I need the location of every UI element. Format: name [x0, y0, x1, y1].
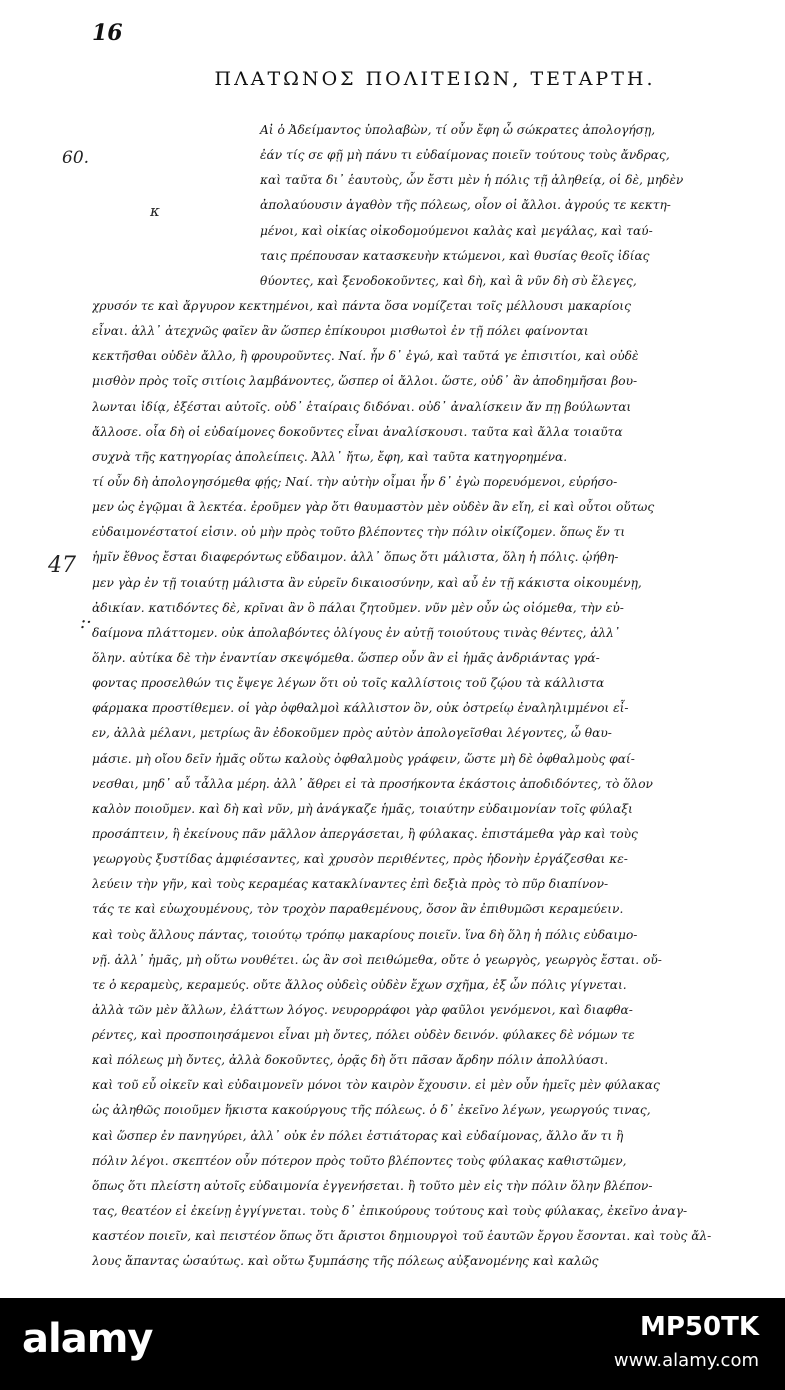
text-line: ἐάν τίς σε φῇ μὴ πάνυ τι εὐδαίμονας ποιεῖν τούτους τοὺς ἄνδρας,: [260, 148, 670, 163]
text-line: καὶ ταῦτα δι᾽ ἑαυτοὺς, ὧν ἔστι μὲν ἡ πόλις τῇ ἀληθείᾳ, οἱ δὲ, μηδὲν: [260, 173, 684, 188]
text-line: φοντας προσελθών τις ἔψεγε λέγων ὅτι οὐ τοῖς καλλίστοις τοῦ ζῴου τὰ κάλλιστα: [92, 676, 605, 691]
text-line: τάς τε καὶ εὐωχουμένους, τὸν τροχὸν παραθεμένους, ὅσον ἂν ἐπιθυμῶσι κεραμεύειν.: [92, 902, 624, 917]
text-line: νῇ. ἀλλ᾽ ἡμᾶς, μὴ οὕτω νουθέτει. ὡς ἂν σοὶ πειθώμεθα, οὔτε ὁ γεωργὸς, γεωργὸς ἔσται. οὔ-: [92, 952, 662, 967]
margin-note-kappa: κ: [150, 202, 160, 220]
text-line: καὶ ὥσπερ ἐν πανηγύρει, ἀλλ᾽ οὐκ ἐν πόλει ἑστιάτορας καὶ εὐδαίμονας, ἄλλο ἄν τι ἢ: [92, 1128, 624, 1143]
watermark-footer: [0, 1298, 785, 1390]
text-line: κεκτῆσθαι οὐδὲν ἄλλο, ἢ φρουροῦντες. Ναί. ἦν δ᾽ ἐγώ, καὶ ταῦτά γε ἐπισιτίοι, καὶ οὐδὲ: [92, 349, 639, 364]
text-line: καὶ τοῦ εὖ οἰκεῖν καὶ εὐδαιμονεῖν μόνοι τὸν καιρὸν ἔχουσιν. εἰ μὲν οὖν ἡμεῖς μὲν φύλακας: [92, 1078, 660, 1093]
text-line: χρυσόν τε καὶ ἄργυρον κεκτημένοι, καὶ πάντα ὅσα νομίζεται τοῖς μέλλουσι μακαρίοις: [92, 298, 631, 313]
alamy-logo: alamy: [22, 1316, 153, 1362]
footer-url: www.alamy.com: [613, 1350, 759, 1371]
text-line: ἀδικίαν. κατιδόντες δὲ, κρῖναι ἂν ὃ πάλαι ζητοῦμεν. νῦν μὲν οὖν ὡς οἰόμεθα, τὴν εὐ-: [92, 600, 624, 615]
text-line: προσάπτειν, ἣ ἐκείνους πᾶν μᾶλλον ἀπεργάσεται, ἢ φύλακας. ἐπιστάμεθα γὰρ καὶ τοὺς: [92, 826, 638, 841]
text-line: ὡς ἀληθῶς ποιοῦμεν ἥκιστα κακούργους τῆς πόλεως. ὁ δ᾽ ἐκεῖνο λέγων, γεωργούς τινας,: [92, 1103, 651, 1118]
text-line: καστέον ποιεῖν, καὶ πειστέον ὅπως ὅτι ἄριστοι δημιουργοὶ τοῦ ἑαυτῶν ἔργου ἔσονται. καὶ τοὺς ἄλ-: [92, 1229, 712, 1244]
text-line: καὶ τοὺς ἄλλους πάντας, τοιούτῳ τρόπῳ μακαρίους ποιεῖν. ἵνα δὴ ὅλη ἡ πόλις εὐδαιμο-: [92, 927, 638, 942]
text-line: μισθὸν πρὸς τοῖς σιτίοις λαμβάνοντες, ὥσπερ οἱ ἄλλοι. ὥστε, οὐδ᾽ ἂν ἀποδημῆσαι βου-: [92, 374, 638, 389]
image-id: MP50TK: [640, 1312, 759, 1342]
text-line: νεσθαι, μηδ᾽ αὖ τἆλλα μέρη. ἀλλ᾽ ἄθρει εἰ τὰ προσήκοντα ἑκάστοις ἀποδιδόντες, τὸ ὅλον: [92, 776, 653, 791]
text-line: πόλιν λέγοι. σκεπτέον οὖν πότερον πρὸς τοῦτο βλέποντες τοὺς φύλακας καθιστῶμεν,: [92, 1153, 627, 1168]
text-line: ρέντες, καὶ προσποιησάμενοι εἶναι μὴ ὄντες, πόλει οὐδὲν δεινόν. φύλακες δὲ νόμων τε: [92, 1028, 635, 1043]
text-line: μεν γὰρ ἐν τῇ τοιαύτῃ μάλιστα ἂν εὑρεῖν δικαιοσύνην, καὶ αὖ ἐν τῇ κάκιστα οἰκουμένῃ,: [92, 575, 642, 590]
running-head: ΠΛΑΤΩΝΟΣ ΠΟΛΙΤΕΙΩΝ, ΤΕΤΑΡΤΗ.: [214, 68, 656, 90]
text-line: συχνὰ τῆς κατηγορίας ἀπολείπεις. Ἀλλ᾽ ἤτω, ἔφη, καὶ ταῦτα κατηγορημένα.: [92, 449, 568, 464]
text-line: μάσιε. μὴ οἴου δεῖν ἡμᾶς οὕτω καλοὺς ὀφθαλμοὺς γράφειν, ὥστε μὴ δὲ ὀφθαλμοὺς φαί-: [92, 751, 635, 766]
text-line: λους ἅπαντας ὡσαύτως. καὶ οὕτω ξυμπάσης τῆς πόλεως αὐξανομένης καὶ καλῶς: [92, 1254, 599, 1269]
text-line: ἀλλὰ τῶν μὲν ἄλλων, ἐλάττων λόγος. νευρορράφοι γὰρ φαῦλοι γενόμενοι, καὶ διαφθα-: [92, 1002, 633, 1017]
margin-note-47: 47: [48, 553, 76, 578]
text-line: τε ὁ κεραμεὺς, κεραμεύς. οὔτε ἄλλος οὐδεὶς οὐδὲν ἔχων σχῆμα, ἐξ ὧν πόλις γίγνεται.: [92, 977, 627, 992]
text-line: ὅλην. αὐτίκα δὲ τὴν ἐναντίαν σκεψόμεθα. ὥσπερ οὖν ἂν εἰ ἡμᾶς ἀνδριάντας γρά-: [92, 650, 600, 665]
text-line: εὐδαιμονέστατοί εἰσιν. οὐ μὴν πρὸς τοῦτο βλέποντες τὴν πόλιν οἰκίζομεν. ὅπως ἕν τι: [92, 525, 626, 540]
text-line: τί οὖν δὴ ἀπολογησόμεθα φῄς; Ναί. τὴν αὐτὴν οἶμαι ἦν δ᾽ ἐγὼ πορευόμενοι, εὑρήσο-: [92, 474, 618, 489]
text-line: γεωργοὺς ξυστίδας ἀμφιέσαντες, καὶ χρυσὸν περιθέντες, πρὸς ἡδονὴν ἐργάζεσθαι κε-: [92, 852, 628, 867]
margin-note-60: 60.: [62, 148, 90, 168]
text-line: θύοντες, καὶ ξενοδοκοῦντες, καὶ δὴ, καὶ ἃ νῦν δὴ σὺ ἔλεγες,: [260, 273, 637, 288]
text-line: ταις πρέπουσαν κατασκευὴν κτώμενοι, καὶ θυσίας θεοῖς ἰδίας: [260, 248, 650, 263]
text-line: ὅπως ὅτι πλείστη αὐτοῖς εὐδαιμονία ἐγγενήσεται. ἢ τοῦτο μὲν εἰς τὴν πόλιν ὅλην βλέπον-: [92, 1178, 653, 1193]
margin-note-dots: :·: [80, 612, 92, 633]
text-line: λωνται ἰδίᾳ, ἐξέσται αὐτοῖς. οὐδ᾽ ἑταίραις διδόναι. οὐδ᾽ ἀναλίσκειν ἄν πῃ βούλωνται: [92, 399, 632, 414]
text-line: καὶ πόλεως μὴ ὄντες, ἀλλὰ δοκοῦντες, ὁρᾷς δὴ ὅτι πᾶσαν ἄρδην πόλιν ἀπολλύασι.: [92, 1053, 609, 1068]
text-line: ἀπολαύουσιν ἀγαθὸν τῆς πόλεως, οἷον οἱ ἄλλοι. ἀγρούς τε κεκτη-: [260, 198, 671, 213]
text-line: δαίμονα πλάττομεν. οὐκ ἀπολαβόντες ὀλίγους ἐν αὐτῇ τοιούτους τινὰς θέντες, ἀλλ᾽: [92, 625, 620, 640]
text-line: ἄλλοσε. οἷα δὴ οἱ εὐδαίμονες δοκοῦντες εἶναι ἀναλίσκουσι. ταῦτα καὶ ἄλλα τοιαῦτα: [92, 424, 623, 439]
body-text: [92, 118, 772, 1274]
page-number: 16: [92, 20, 123, 46]
text-line: ἡμῖν ἔθνος ἔσται διαφερόντως εὔδαιμον. ἀλλ᾽ ὅπως ὅτι μάλιστα, ὅλη ἡ πόλις. ᾠήθη-: [92, 550, 619, 565]
text-line: μεν ὡς ἐγῷμαι ἃ λεκτέα. ἐροῦμεν γὰρ ὅτι θαυμαστὸν μὲν οὐδὲν ἂν εἴη, εἰ καὶ οὗτοι οὕτως: [92, 500, 655, 515]
text-line: τας, θεατέον εἰ ἐκείνῃ ἐγγίγνεται. τοὺς δ᾽ ἐπικούρους τούτους καὶ τοὺς φύλακας, ἐκεῖνο ἀναγ-: [92, 1204, 688, 1219]
text-line: λεύειν τὴν γῆν, καὶ τοὺς κεραμέας κατακλίναντες ἐπὶ δεξιὰ πρὸς τὸ πῦρ διαπίνον-: [92, 877, 609, 892]
text-line: μένοι, καὶ οἰκίας οἰκοδομούμενοι καλὰς καὶ μεγάλας, καὶ ταύ-: [260, 223, 653, 238]
text-line: καλὸν ποιοῦμεν. καὶ δὴ καὶ νῦν, μὴ ἀνάγκαζε ἡμᾶς, τοιαύτην εὐδαιμονίαν τοῖς φύλαξι: [92, 801, 633, 816]
text-line: εν, ἀλλὰ μέλανι, μετρίως ἂν ἐδοκοῦμεν πρὸς αὐτὸν ἀπολογεῖσθαι λέγοντες, ὦ θαυ-: [92, 726, 612, 741]
text-line: Αἰ ὁ Ἀδείμαντος ὑπολαβὼν, τί οὖν ἔφη ὦ σώκρατες ἀπολογήσῃ,: [260, 123, 656, 137]
text-line: φάρμακα προστίθεμεν. οἱ γὰρ ὀφθαλμοὶ κάλλιστον ὂν, οὐκ ὀστρείῳ ἐναληλιμμένοι εἶ-: [92, 701, 629, 716]
text-line: εἶναι. ἀλλ᾽ ἀτεχνῶς φαῖεν ἂν ὥσπερ ἐπίκουροι μισθωτοὶ ἐν τῇ πόλει φαίνονται: [92, 324, 589, 339]
